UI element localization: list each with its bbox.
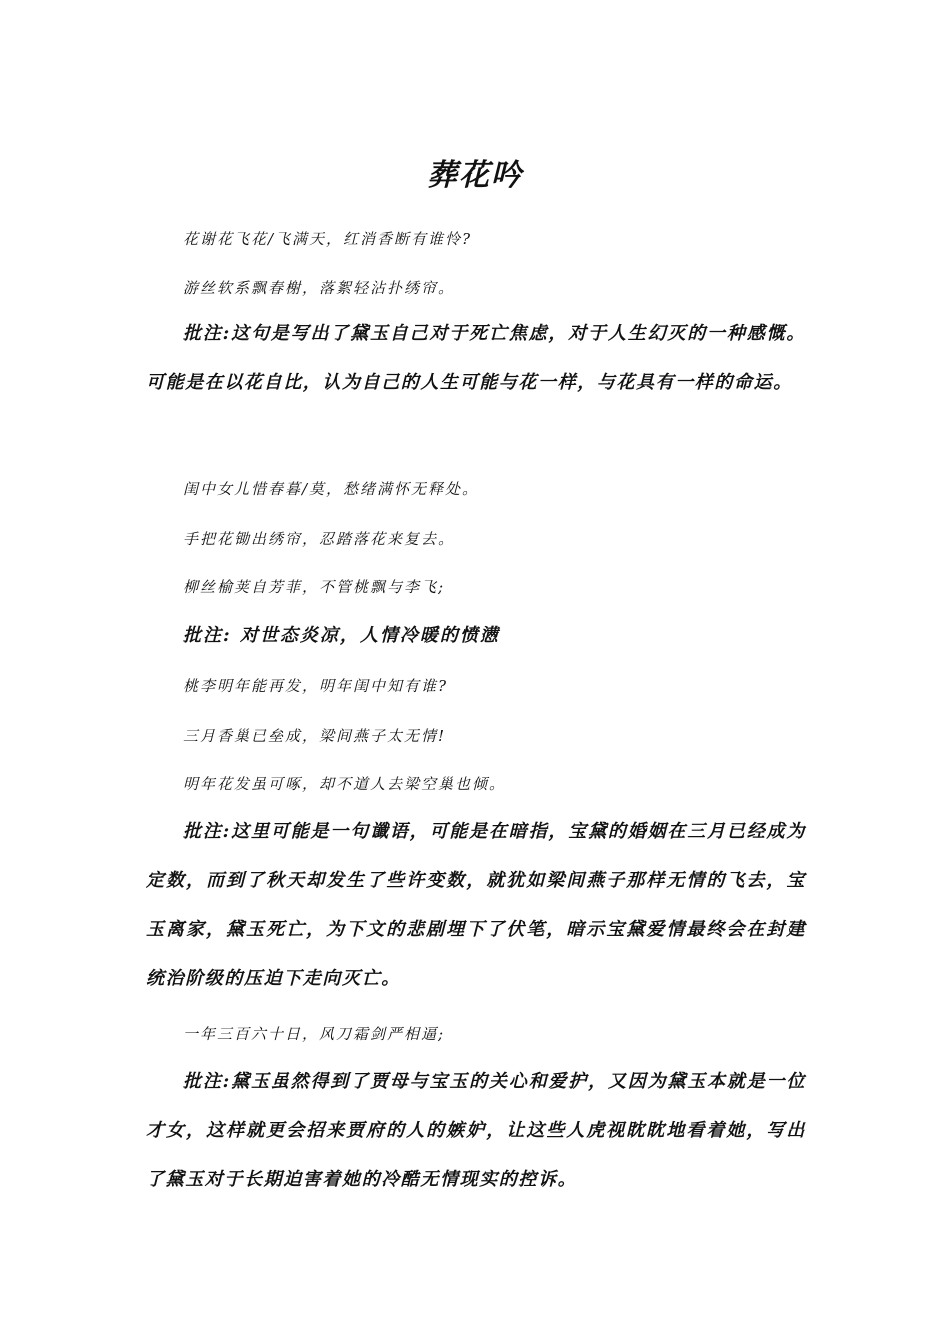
- verse-line: 游丝软系飘春榭，落絮轻沾扑绣帘。: [183, 279, 456, 297]
- verse-line: 三月香巢已垒成，梁间燕子太无情!: [183, 727, 447, 745]
- verse-line: 一年三百六十日，风刀霜剑严相逼;: [183, 1025, 446, 1043]
- annotation-label: 批注:: [183, 323, 231, 344]
- annotation-text: 这里可能是一句谶语，可能是在暗指，宝黛的婚姻在三月已经成为定数，而到了秋天却发生了些许变数，就犹如梁间燕子那样无情的飞去，宝玉离家，黛玉死亡，为下文的悲剧埋下了伏笔，暗示宝黛爱情最终会在封建统治阶级的压迫下走向灭亡。: [146, 821, 806, 989]
- annotation-paragraph: [183, 621, 500, 647]
- annotation-paragraph: [146, 309, 806, 407]
- verse-line: 花谢花飞花/飞满天，红消香断有谁怜?: [183, 230, 473, 248]
- annotation-paragraph: [146, 1057, 806, 1204]
- annotation-paragraph: [146, 807, 806, 1003]
- annotation-label: 批注:: [183, 1071, 231, 1092]
- annotation-text: 黛玉虽然得到了贾母与宝玉的关心和爱护，又因为黛玉本就是一位才女，这样就更会招来贾府的人的嫉妒，让这些人虎视眈眈地看着她，写出了黛玉对于长期迫害着她的冷酷无情现实的控诉。: [146, 1071, 806, 1190]
- annotation-label: 批注:: [183, 625, 232, 646]
- annotation-label: 批注:: [183, 821, 231, 842]
- annotation-text: 对世态炎凉，人情冷暖的愤懑: [239, 625, 500, 646]
- verse-line: 桃李明年能再发，明年闺中知有谁?: [183, 677, 449, 695]
- verse-line: 手把花锄出绣帘，忍踏落花来复去。: [183, 530, 456, 548]
- annotation-text: 这句是写出了黛玉自己对于死亡焦虑，对于人生幻灭的一种感慨。可能是在以花自比，认为自己的人生可能与花一样，与花具有一样的命运。: [146, 323, 806, 393]
- poem-title: 葬花吟: [427, 158, 523, 193]
- verse-line: 柳丝榆荚自芳菲，不管桃飘与李飞;: [183, 578, 446, 596]
- verse-line: 明年花发虽可啄，却不道人去梁空巢也倾。: [183, 775, 507, 793]
- verse-line: 闺中女儿惜春暮/莫，愁绪满怀无释处。: [183, 480, 480, 498]
